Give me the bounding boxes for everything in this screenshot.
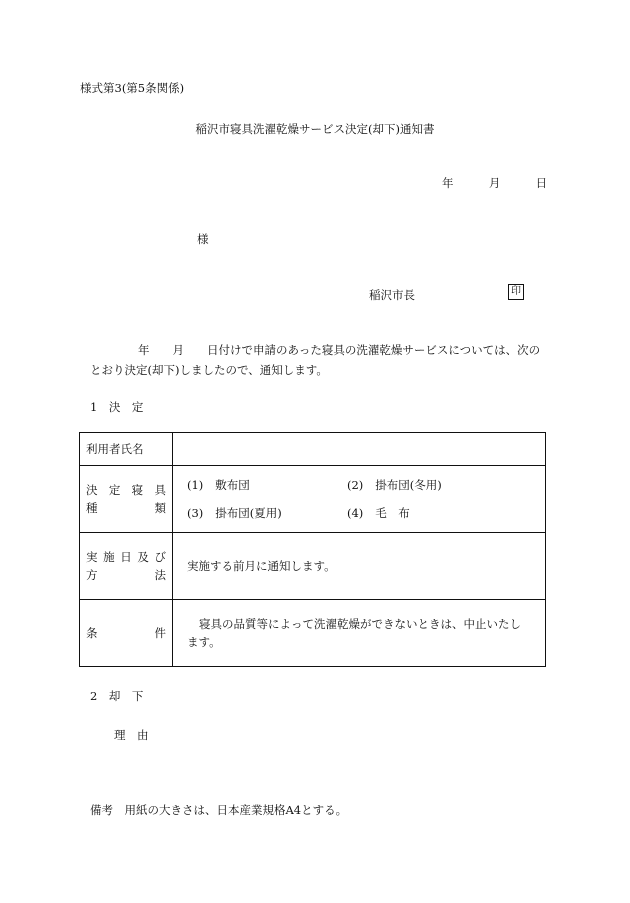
decision-table [79,432,546,667]
label-char: び [154,550,166,564]
bedding-option [347,476,487,494]
label-char: 実 [86,550,98,564]
remarks-note: 備考 用紙の大きさは、日本産業規格A4とする。 [90,803,348,817]
label-user-name [80,433,173,466]
body-line-2: とおり決定(却下)しましたので、通知します。 [90,363,328,377]
seal-mark: 印 [508,284,524,300]
label-char: 及 [137,550,149,564]
bedding-option [347,504,487,522]
option-number: (4) [347,506,364,520]
table-row-schedule-method [80,533,546,600]
label-char: 施 [103,550,115,564]
label-char: 件 [154,626,166,640]
bedding-options [173,466,546,533]
label-schedule-method [80,533,173,600]
issuer-name: 稲沢市長 [369,288,415,302]
label-char: 法 [154,568,166,582]
recipient-suffix: 様 [197,232,209,246]
table-row-bedding-type [80,466,546,533]
date-day: 日 [535,176,548,190]
date-line [442,175,547,191]
label-bedding-type [80,466,173,533]
document-title: 稲沢市寝具洗濯乾燥サービス決定(却下)通知書 [195,122,435,136]
form-number: 様式第3(第5条関係) [80,81,185,95]
table-row-conditions [80,600,546,667]
label-char: 類 [154,501,166,515]
label-char: 種 [86,501,98,515]
section-rejection-heading: 2 却 下 [90,689,144,703]
value-user-name [173,433,546,466]
label-char: 条 [86,626,98,640]
body-line-1: 年 月 日付けで申請のあった寝具の洗濯乾燥サービスについては、次の [138,343,541,357]
label-user-name-text [86,440,166,458]
label-char: 定 [108,483,121,497]
label-user-name-value: 利用者氏名 [86,442,144,456]
option-number: (3) [187,506,204,520]
value-schedule-method: 実施する前月に通知します。 [173,533,546,600]
label-char: 具 [154,483,166,497]
date-month: 月 [488,176,501,190]
option-text: 掛布団(冬用) [375,478,442,492]
reason-label: 理 由 [114,728,149,742]
value-conditions [173,600,546,667]
body-paragraph [90,340,550,380]
table-row-user-name [80,433,546,466]
conditions-text: 寝具の品質等によって洗濯乾燥ができないときは、中止いたします。 [187,617,521,649]
option-number: (1) [187,478,204,492]
bedding-option [187,476,347,494]
label-char: 日 [120,550,132,564]
option-number: (2) [347,478,364,492]
date-year: 年 [442,176,454,190]
label-char: 方 [86,568,98,582]
option-text: 掛布団(夏用) [215,506,282,520]
label-conditions-text [86,624,166,642]
option-text: 毛 布 [375,506,410,520]
label-char: 決 [86,483,98,497]
bedding-option [187,504,347,522]
label-schedule-method-bottom [86,566,166,584]
label-bedding-type-top [86,481,166,499]
label-bedding-type-bottom [86,499,166,517]
option-text: 敷布団 [215,478,250,492]
label-conditions [80,600,173,667]
section-decision-heading: 1 決 定 [90,400,144,414]
label-char: 寝 [131,483,144,497]
label-schedule-method-top [86,548,166,566]
